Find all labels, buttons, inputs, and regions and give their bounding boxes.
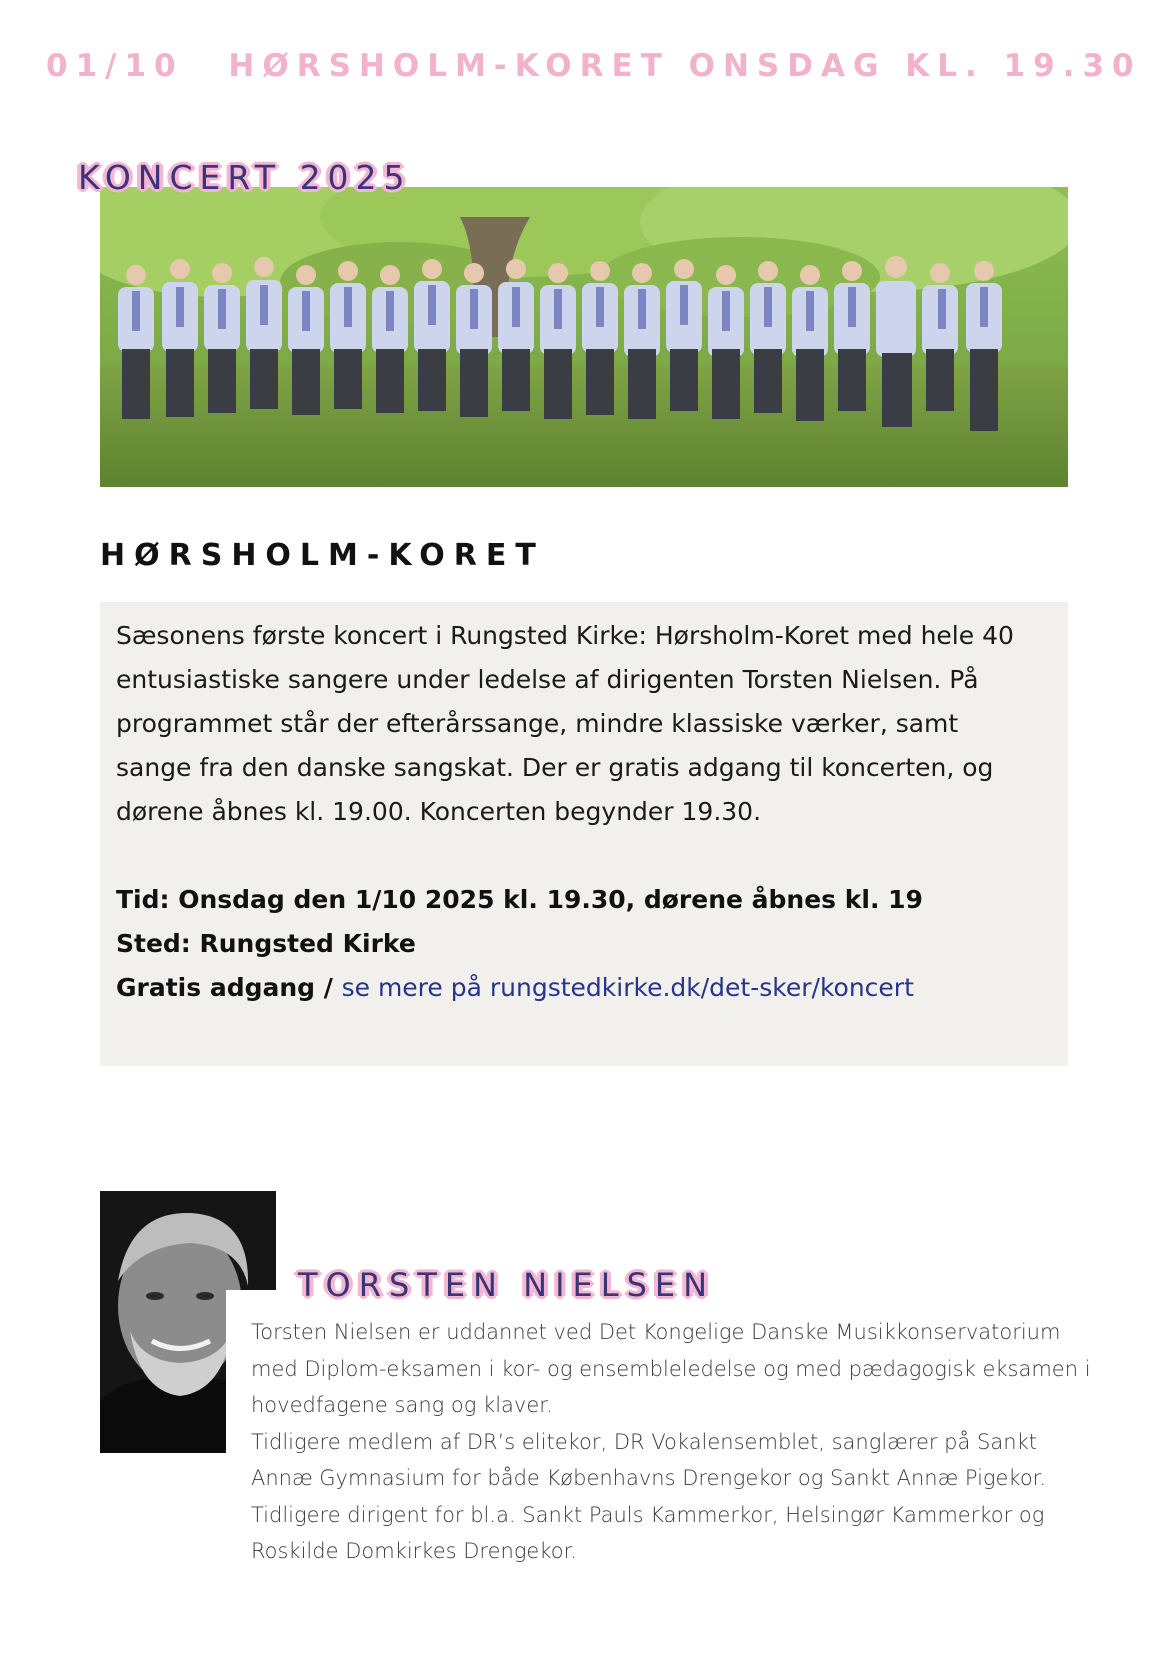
concert-label: KONCERT 2025 — [78, 158, 412, 197]
choir-photo-illustration — [100, 187, 1068, 487]
info-box — [100, 602, 1068, 1066]
conductor-name: TORSTEN NIELSEN — [298, 1266, 716, 1304]
event-details — [116, 878, 1052, 1010]
more-info-link[interactable]: se mere på rungstedkirke.dk/det-sker/koncert — [341, 973, 914, 1002]
header-date: 01/10 — [46, 48, 184, 84]
concert-description: Sæsonens første koncert i Rungsted Kirke: Hørsholm-Koret med hele 40 entusiastiske sangere under ledelse af dirigenten Torsten Nielsen. På programmet står der efterårssange, mindre klassiske værker, samt sange fra den danske sangskat. Der er gratis adgang til koncerten, og dørene åbnes kl. 19.00. Koncerten begynder 19.30. — [116, 621, 1014, 826]
choir-photo — [100, 187, 1068, 487]
bio-paragraph-2: Tidligere medlem af DR’s elitekor, DR Vokalensemblet, sanglærer på Sankt Annæ Gymnasium for både Københavns Drengekor og Sankt Annæ Pigekor. Tidligere dirigent for bl.a. Sankt Pauls Kammerkor, Helsingør Kammerkor og Roskilde Domkirkes Drengekor. — [251, 1429, 1047, 1563]
header-title: HØRSHOLM-KORET ONSDAG KL. 19.30 — [228, 48, 1142, 84]
admission-text: Gratis adgang / — [116, 973, 342, 1002]
section-title: HØRSHOLM-KORET — [100, 538, 545, 573]
page-header — [46, 48, 1142, 84]
event-time: Tid: Onsdag den 1/10 2025 kl. 19.30, dørene åbnes kl. 19 — [116, 885, 923, 914]
bio-paragraph-1: Torsten Nielsen er uddannet ved Det Kongelige Danske Musikkonservatorium med Diplom-eksamen i kor- og ensembleledelse og med pædagogisk eksamen i hovedfagene sang og klaver. — [251, 1320, 1091, 1417]
event-admission — [116, 966, 1052, 1010]
event-place: Sted: Rungsted Kirke — [116, 929, 416, 958]
conductor-bio — [251, 1314, 1101, 1570]
